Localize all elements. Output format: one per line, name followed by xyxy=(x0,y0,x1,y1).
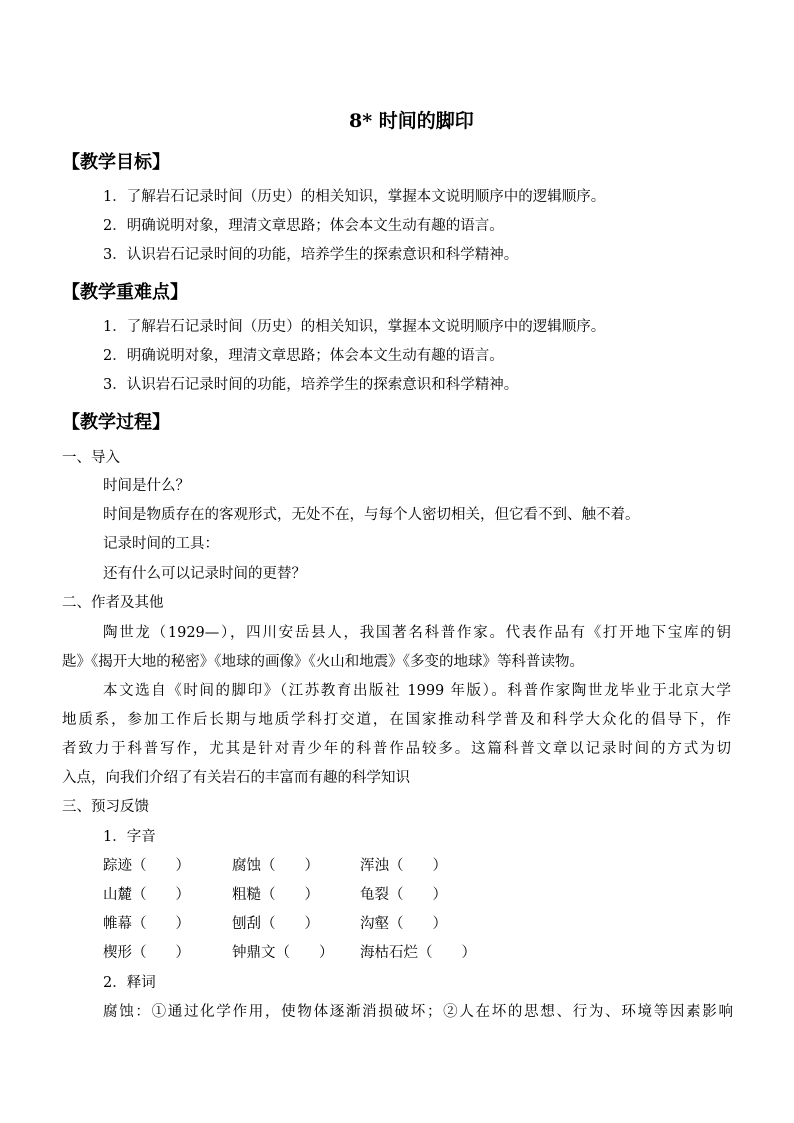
process-section-title: 一、导入 xyxy=(62,450,120,466)
intro-line: 记录时间的工具： xyxy=(103,536,219,552)
intro-line: 时间是什么？ xyxy=(103,478,190,494)
section-heading-process: 【教学过程】 xyxy=(62,412,170,433)
source-paragraph-line: 入点，向我们介绍了有关岩石的丰富而有趣的科学知识 xyxy=(62,770,410,786)
word-item: 粗糙（ ） xyxy=(232,887,319,903)
intro-line: 时间是物质存在的客观形式，无处不在，与每个人密切相关，但它看不到、触不着。 xyxy=(103,507,640,523)
source-paragraph-line: 本文选自《时间的脚印》（江苏教育出版社 1999 年版）。科普作家陶世龙毕业于北京大学 xyxy=(103,683,731,699)
process-section-title: 三、预习反馈 xyxy=(62,799,149,815)
word-item: 浑浊（ ） xyxy=(360,858,447,874)
page-title: 8* 时间的脚印 xyxy=(349,110,474,132)
key-point-item: 2．明确说明对象，理清文章思路；体会本文生动有趣的语言。 xyxy=(103,348,504,364)
section-heading-goals: 【教学目标】 xyxy=(62,152,170,173)
word-item: 海枯石烂（ ） xyxy=(360,945,476,961)
goal-item: 2．明确说明对象，理清文章思路；体会本文生动有趣的语言。 xyxy=(103,218,504,234)
section-heading-key-points: 【教学重难点】 xyxy=(62,282,188,303)
key-point-item: 3．认识岩石记录时间的功能，培养学生的探索意识和科学精神。 xyxy=(103,377,519,393)
goal-item: 3．认识岩石记录时间的功能，培养学生的探索意识和科学精神。 xyxy=(103,247,519,263)
author-paragraph-line: 陶世龙（1929—），四川安岳县人，我国著名科普作家。代表作品有《打开地下宝库的钥 xyxy=(103,625,731,641)
word-item: 沟壑（ ） xyxy=(360,916,447,932)
process-section-title: 二、作者及其他 xyxy=(62,595,164,611)
word-item: 钟鼎文（ ） xyxy=(232,945,334,961)
author-paragraph-line: 匙》《揭开大地的秘密》《地球的画像》《火山和地震》《多变的地球》等科普读物。 xyxy=(62,654,584,670)
source-paragraph-line: 地质系，参加工作后长期与地质学科打交道，在国家推动科学普及和科学大众化的倡导下，作 xyxy=(62,712,731,728)
word-item: 龟裂（ ） xyxy=(360,887,447,903)
word-item: 楔形（ ） xyxy=(103,945,190,961)
key-point-item: 1．了解岩石记录时间（历史）的相关知识，掌握本文说明顺序中的逻辑顺序。 xyxy=(103,319,606,335)
source-paragraph-line: 者致力于科普写作，尤其是针对青少年的科普作品较多。这篇科普文章以记录时间的方式为切 xyxy=(62,741,731,757)
word-item: 腐蚀（ ） xyxy=(232,858,319,874)
sub-heading-definitions: 2．释词 xyxy=(103,975,156,991)
word-item: 踪迹（ ） xyxy=(103,858,190,874)
sub-heading-pronunciation: 1．字音 xyxy=(103,829,156,845)
word-item: 帷幕（ ） xyxy=(103,916,190,932)
goal-item: 1．了解岩石记录时间（历史）的相关知识，掌握本文说明顺序中的逻辑顺序。 xyxy=(103,189,606,205)
word-item: 刨刮（ ） xyxy=(232,916,319,932)
definition-line: 腐蚀：①通过化学作用，使物体逐渐消损破坏；②人在坏的思想、行为、环境等因素影响 xyxy=(103,1004,733,1020)
word-item: 山麓（ ） xyxy=(103,887,190,903)
intro-line: 还有什么可以记录时间的更替？ xyxy=(103,566,306,582)
